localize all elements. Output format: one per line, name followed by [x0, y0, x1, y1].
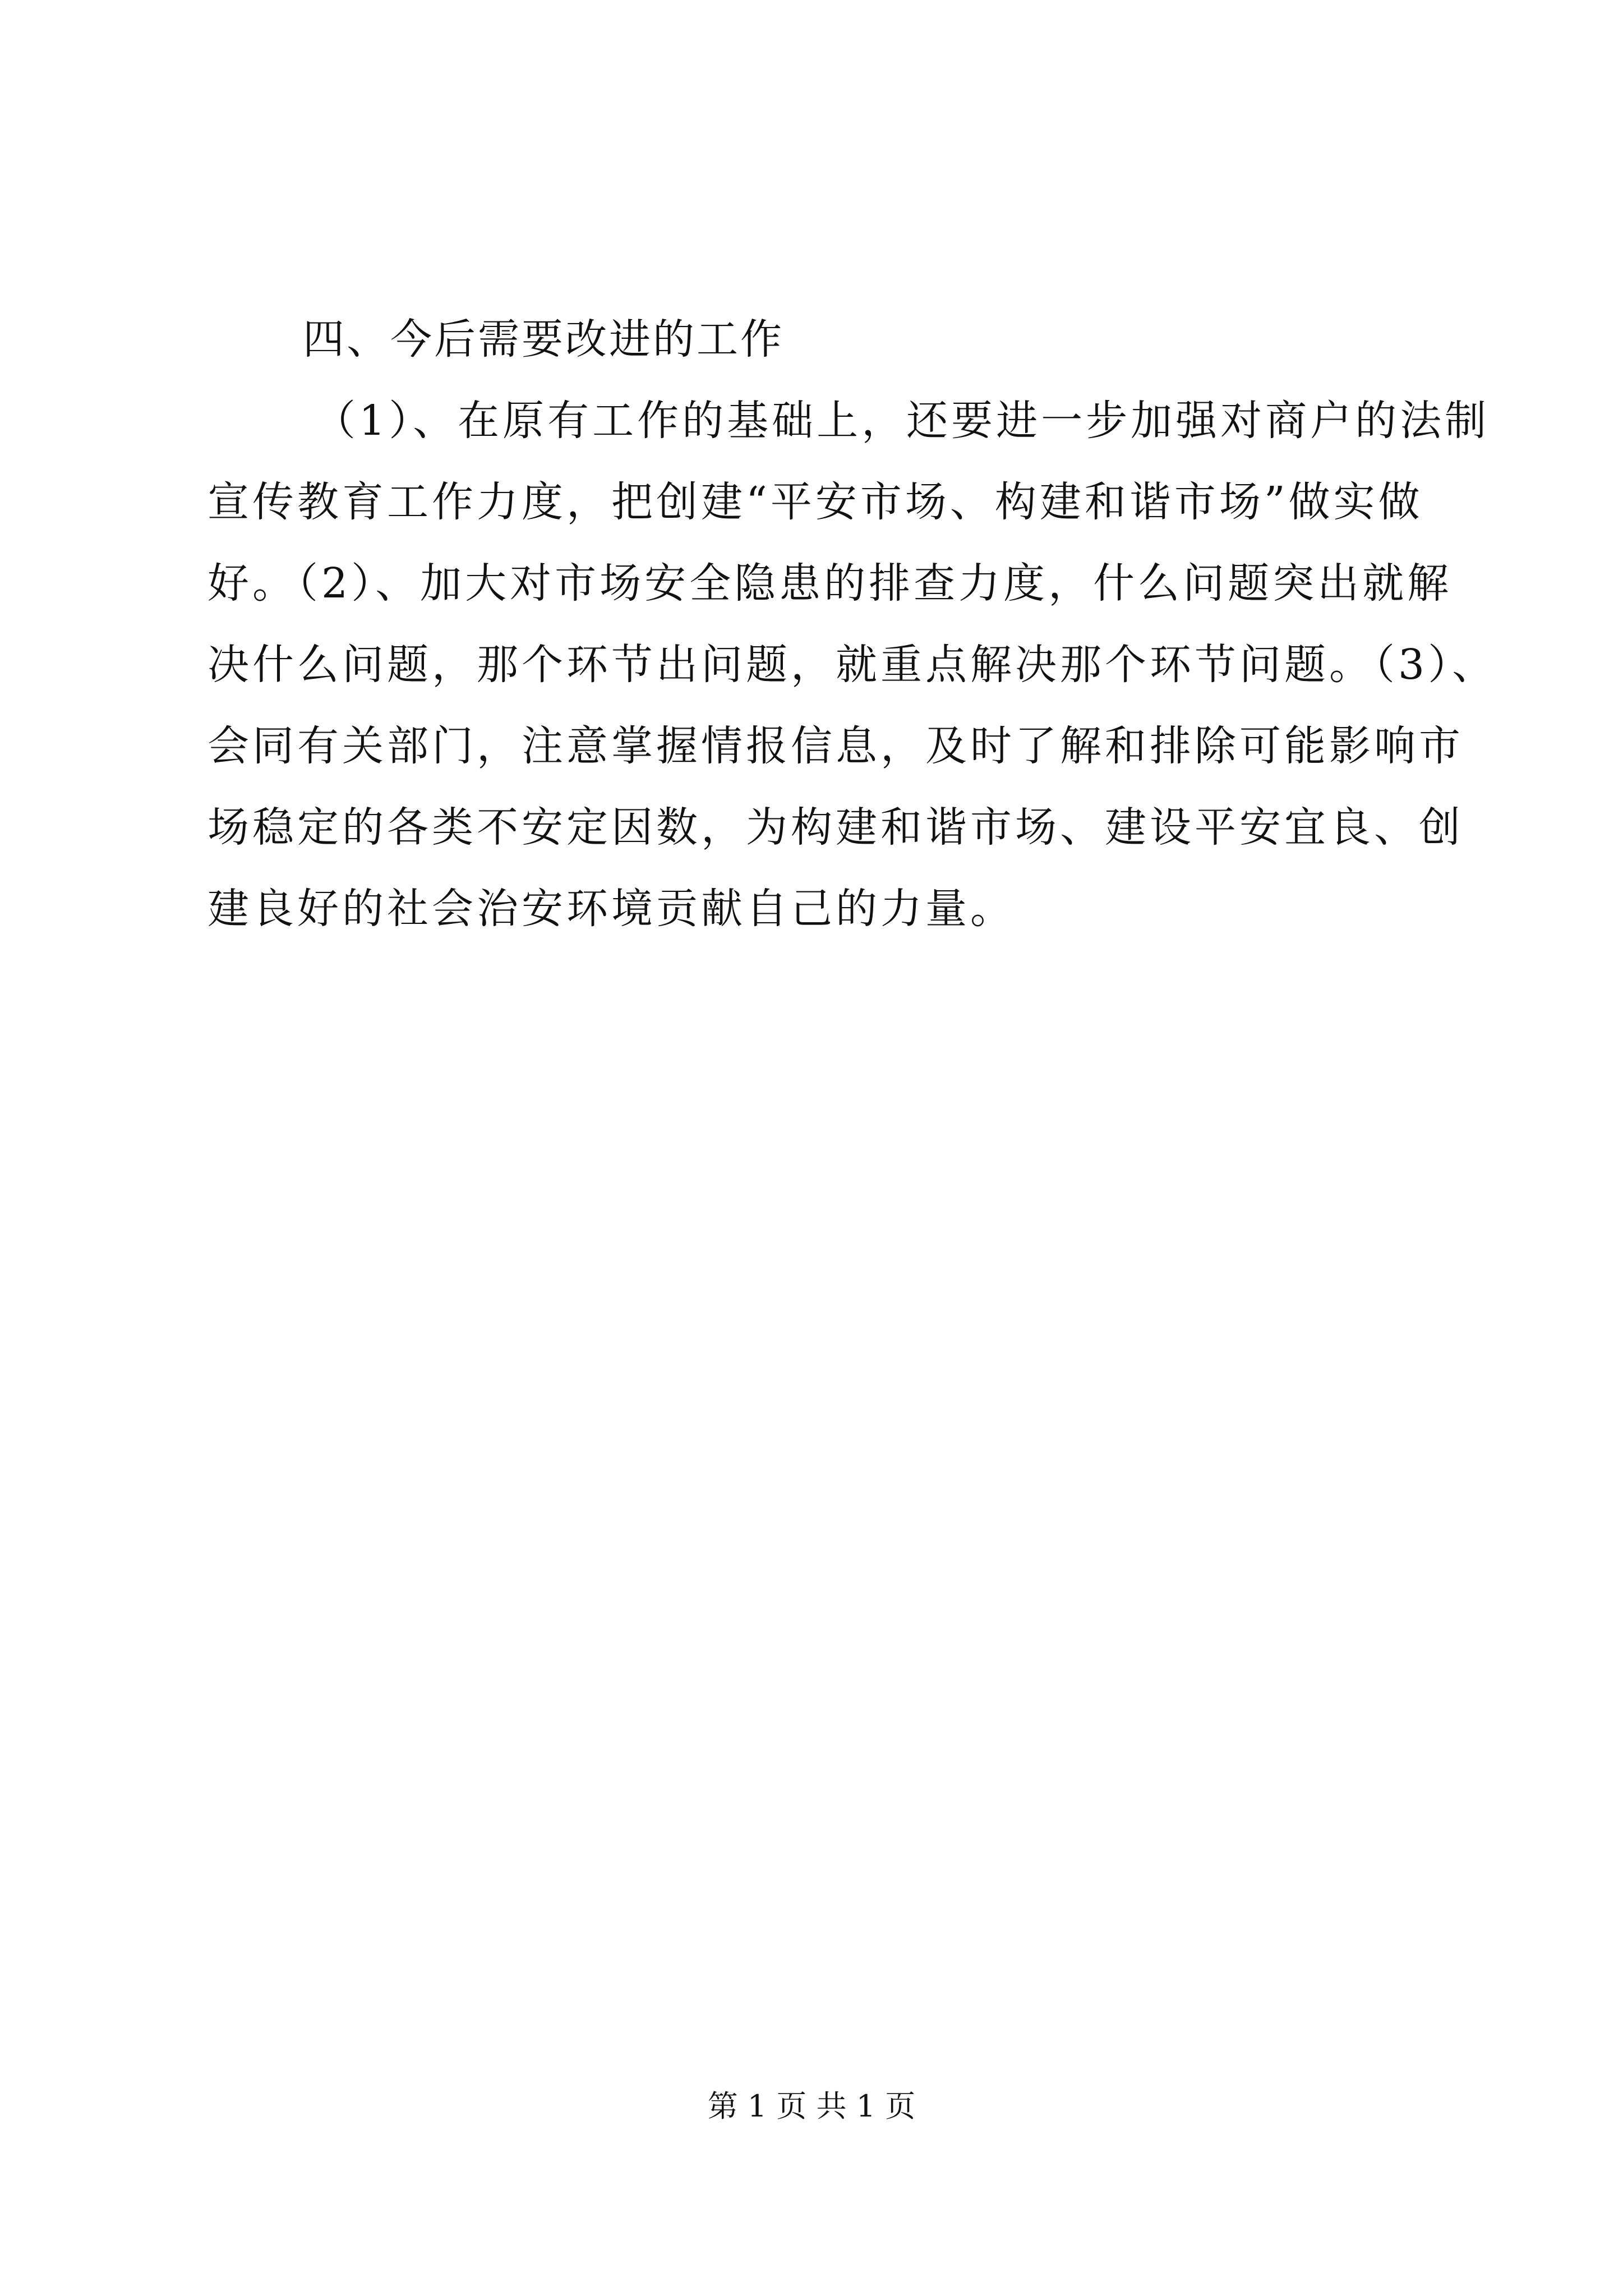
- paragraph-line: 建良好的社会治安环境贡献自己的力量。: [208, 885, 1015, 933]
- section-heading: 四、今后需要改进的工作: [303, 315, 784, 364]
- paragraph-line: 宣传教育工作力度，把创建“平安市场、构建和谐市场”做实做: [208, 478, 1423, 526]
- paragraph-line: （1）、在原有工作的基础上，还要进一步加强对商户的法制: [314, 397, 1490, 445]
- paragraph-line: 好。（2）、加大对市场安全隐患的排查力度，什么问题突出就解: [208, 559, 1453, 608]
- paragraph-line: 会同有关部门，注意掌握情报信息，及时了解和排除可能影响市: [208, 722, 1464, 770]
- paragraph-line: 决什么问题，那个环节出问题，就重点解决那个环节问题。（3）、: [208, 641, 1497, 689]
- paragraph-line: 场稳定的各类不安定因数，为构建和谐市场、建设平安宜良、创: [208, 803, 1464, 852]
- page-footer: 第 1 页 共 1 页: [707, 2088, 916, 2124]
